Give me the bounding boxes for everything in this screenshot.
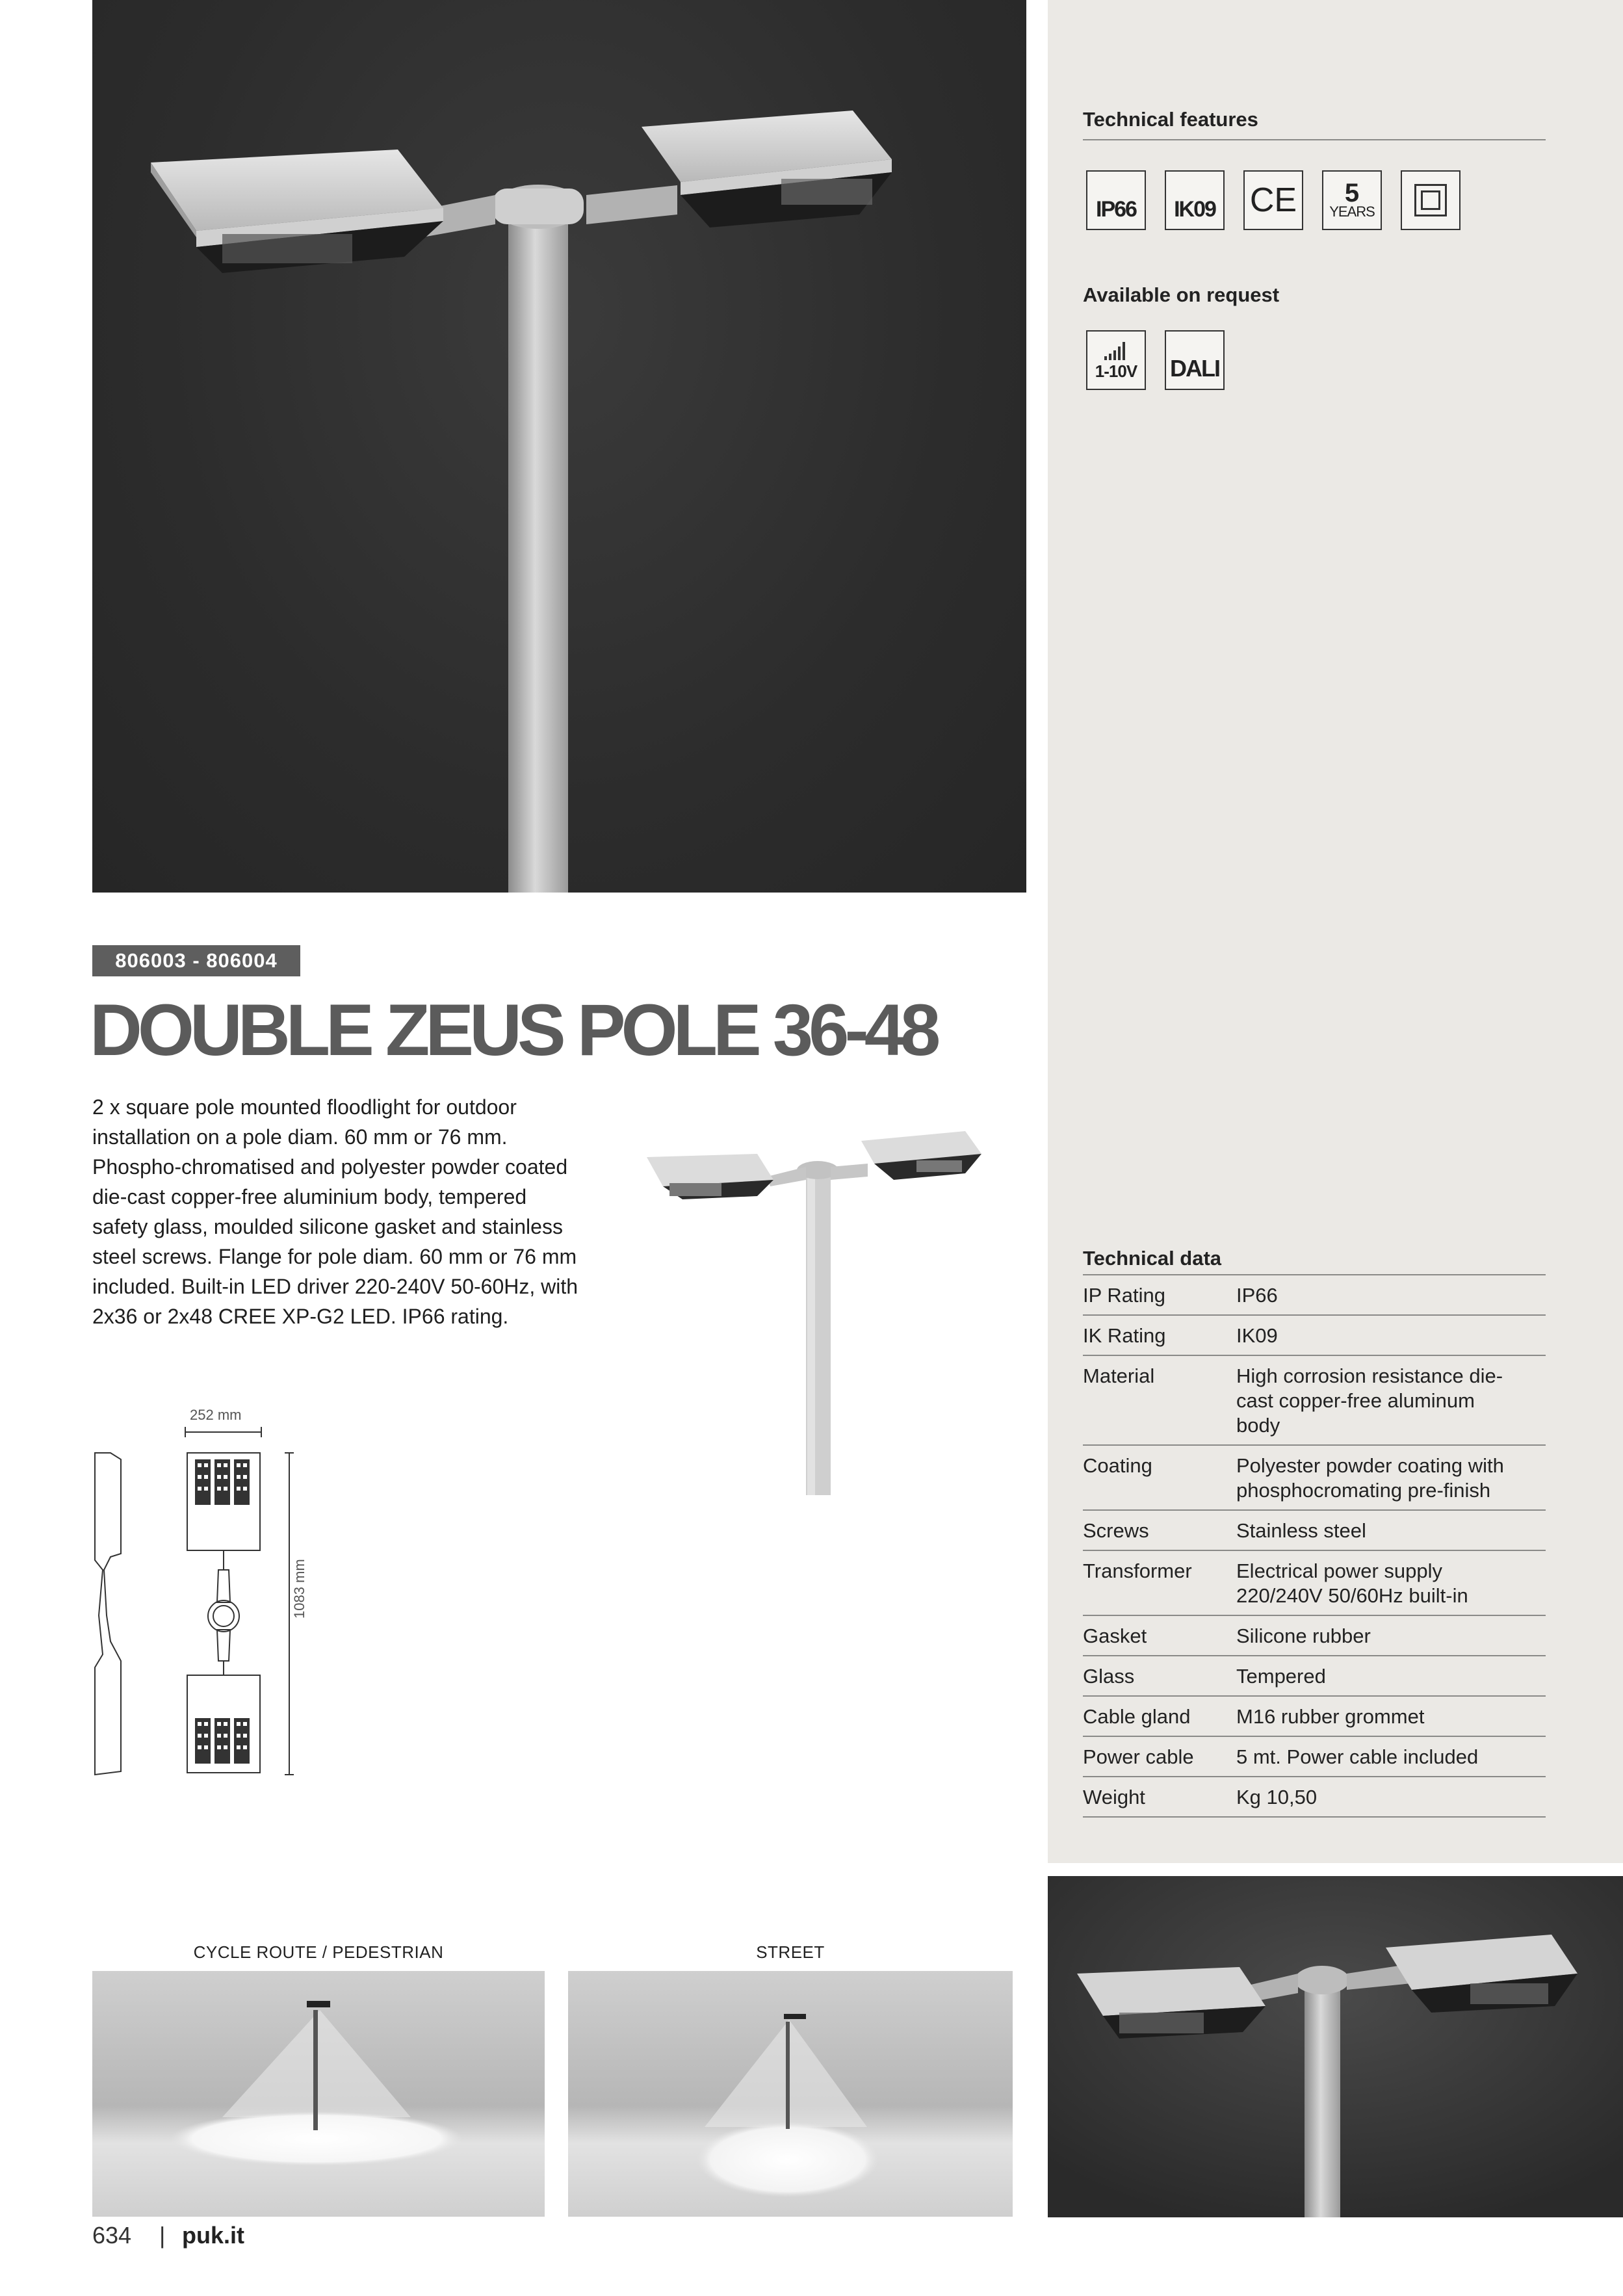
table-row: Coating Polyester powder coating with phosphocromating pre-finish [1083,1446,1546,1511]
street-light-image [568,1971,1013,2217]
hero-lamp-illustration [92,0,1026,893]
width-dimension-label: 252 mm [190,1407,242,1423]
technical-data-title: Technical data [1083,1247,1546,1275]
ip66-badge: IP66 [1086,170,1146,230]
ik09-badge: IK09 [1165,170,1225,230]
available-on-request-title: Available on request [1083,283,1280,306]
table-row: Screws Stainless steel [1083,1511,1546,1551]
table-row: Transformer Electrical power supply 220/240V 50/60Hz built-in [1083,1551,1546,1616]
product-code-badge: 806003 - 806004 [92,945,300,976]
technical-features-rule [1083,139,1546,140]
website-link[interactable]: puk.it [182,2222,244,2249]
product-title: DOUBLE ZEUS POLE 36-48 [90,989,937,1071]
table-row: Glass Tempered [1083,1656,1546,1697]
cycle-route-light-image [92,1971,545,2217]
technical-drawing [91,1420,312,1784]
dimming-1-10v-badge: 1-10V [1086,330,1146,390]
page-number: 634 [92,2222,132,2249]
street-caption: STREET [756,1942,825,1962]
table-row: Gasket Silicone rubber [1083,1616,1546,1656]
table-row: IK Rating IK09 [1083,1316,1546,1356]
ce-mark-badge: CE [1243,170,1303,230]
table-row: Power cable 5 mt. Power cable included [1083,1737,1546,1777]
signal-bars-icon [1103,339,1129,361]
dali-badge: DALI [1165,330,1225,390]
height-dimension-label: 1083 mm [291,1559,307,1619]
footer-separator: | [159,2222,166,2249]
night-product-photo [1048,1876,1623,2217]
technical-features-title: Technical features [1083,108,1258,131]
product-description: 2 x square pole mounted floodlight for outdoor installation on a pole diam. 60 mm or 76 mm. Phospho-chromatised and polyester powder coated die-cast copper-free aluminium body, tempered safety glass, moulded silicone gasket and stainless steel screws. Flange for pole diam. 60 mm or 76 mm included. Built-in LED driver 220-240V 50-60Hz, with 2x36 or 2x48 CREE XP-G2 LED. IP66 rating. [92,1095,578,1328]
table-row: Weight Kg 10,50 [1083,1777,1546,1818]
cycle-route-caption: CYCLE ROUTE / PEDESTRIAN [193,1942,444,1962]
class-ii-insulation-icon [1401,170,1461,230]
table-row: IP Rating IP66 [1083,1275,1546,1316]
table-row: Material High corrosion resistance die-cast copper-free aluminum body [1083,1356,1546,1446]
hero-product-photo [92,0,1026,893]
table-row: Cable gland M16 rubber grommet [1083,1697,1546,1737]
product-thumbnail-image [643,1118,1001,1495]
five-year-warranty-badge: 5 YEARS [1322,170,1382,230]
technical-data-table [1083,1247,1546,1818]
